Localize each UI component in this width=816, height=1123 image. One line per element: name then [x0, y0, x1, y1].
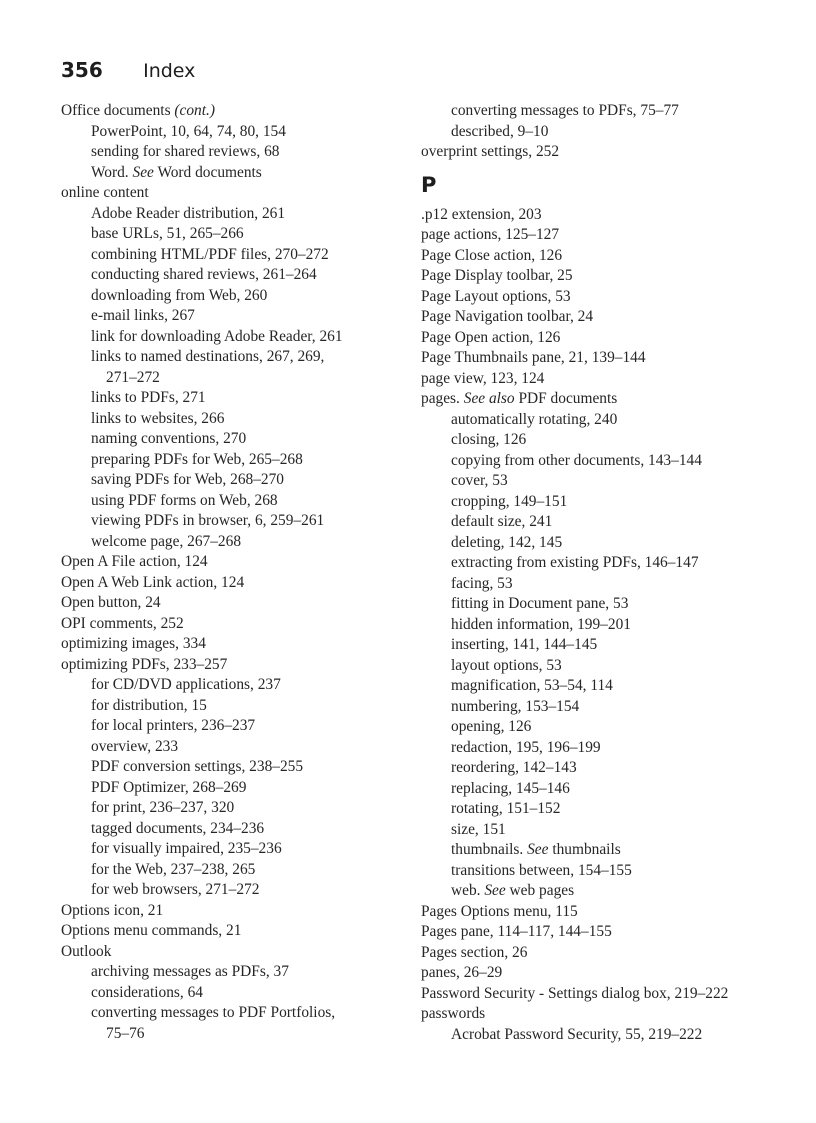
index-subentry	[61, 839, 406, 860]
index-entry	[421, 142, 806, 163]
index-entry	[61, 101, 406, 122]
index-subentry	[421, 758, 806, 779]
index-subentry	[61, 880, 406, 901]
index-subentry	[61, 327, 406, 348]
index-entry	[61, 901, 406, 922]
entry-text: default size, 241	[451, 513, 553, 530]
index-subentry	[421, 861, 806, 882]
index-entry	[421, 943, 806, 964]
entry-text: cropping, 149–151	[451, 492, 568, 510]
entry-text: panes, 26–29	[421, 964, 503, 981]
entry-text: for the Web, 237–238, 265	[91, 860, 256, 878]
entry-text: links to named destinations, 267, 269,	[91, 348, 325, 365]
index-subentry	[421, 410, 806, 431]
entry-text: closing, 126	[451, 431, 527, 448]
entry-text: opening, 126	[451, 718, 532, 735]
entry-text: Password Security - Settings dialog box, 219–222	[421, 984, 729, 1002]
index-subentry	[61, 983, 406, 1004]
index-entry	[421, 307, 806, 328]
index-entry	[421, 922, 806, 943]
index-entry	[61, 593, 406, 614]
index-entry	[61, 552, 406, 573]
entry-text: considerations, 64	[91, 983, 203, 1001]
entry-text: PDF conversion settings, 238–255	[91, 758, 304, 775]
index-entry	[61, 573, 406, 594]
index-entry	[421, 1004, 806, 1025]
index-subentry	[421, 635, 806, 656]
entry-text: overview, 233	[91, 737, 179, 755]
entry-text: passwords	[421, 1005, 486, 1022]
entry-text: links to PDFs, 271	[91, 389, 206, 406]
index-entry	[61, 942, 406, 963]
index-entry-continuation	[61, 1024, 406, 1045]
entry-text: Adobe Reader distribution, 261	[91, 204, 286, 222]
index-subentry	[421, 717, 806, 738]
entry-text: online content	[61, 184, 149, 201]
entry-text: downloading from Web, 260	[91, 286, 268, 304]
index-subentry	[61, 962, 406, 983]
index-entry	[421, 984, 806, 1005]
entry-text: preparing PDFs for Web, 265–268	[91, 450, 303, 468]
index-subentry	[421, 471, 806, 492]
entry-text: optimizing PDFs, 233–257	[61, 655, 228, 673]
entry-text: overprint settings, 252	[421, 143, 560, 160]
cross-reference-target: Word documents	[153, 163, 262, 181]
index-subentry	[61, 798, 406, 819]
entry-text: Options menu commands, 21	[61, 922, 242, 939]
index-subentry	[421, 840, 806, 861]
index-subentry	[61, 675, 406, 696]
index-subentry	[61, 163, 406, 184]
index-subentry	[421, 615, 806, 636]
entry-text: redaction, 195, 196–199	[451, 738, 601, 756]
entry-text: Open A File action, 124	[61, 553, 208, 570]
entry-text: Options icon, 21	[61, 901, 164, 919]
index-subentry	[61, 429, 406, 450]
entry-text: page actions, 125–127	[421, 226, 560, 243]
entry-text: Page Display toolbar, 25	[421, 267, 573, 284]
index-entry	[61, 614, 406, 635]
index-entry	[421, 287, 806, 308]
index-subentry	[421, 101, 806, 122]
cross-reference-label: See also	[463, 390, 515, 407]
index-entry	[61, 655, 406, 676]
cross-reference-target: thumbnails	[548, 841, 621, 858]
index-subentry	[61, 491, 406, 512]
index-subentry	[61, 511, 406, 532]
index-subentry	[421, 820, 806, 841]
entry-text: Page Layout options, 53	[421, 287, 571, 305]
index-column-left	[61, 101, 406, 1044]
index-subentry	[61, 819, 406, 840]
entry-text: for visually impaired, 235–236	[91, 840, 282, 857]
index-subentry	[421, 697, 806, 718]
index-subentry	[61, 450, 406, 471]
cross-reference-label: See	[132, 163, 154, 181]
entry-text: sending for shared reviews, 68	[91, 143, 280, 160]
entry-text: for web browsers, 271–272	[91, 881, 260, 898]
entry-text: viewing PDFs in browser, 6, 259–261	[91, 512, 325, 529]
entry-text: Acrobat Password Security, 55, 219–222	[451, 1025, 703, 1043]
entry-text: for CD/DVD applications, 237	[91, 676, 281, 693]
index-entry	[421, 225, 806, 246]
index-subentry	[421, 574, 806, 595]
index-subentry	[61, 470, 406, 491]
entry-text: Page Open action, 126	[421, 328, 561, 346]
index-subentry	[61, 224, 406, 245]
entry-text: Open button, 24	[61, 594, 161, 611]
entry-text: for local printers, 236–237	[91, 717, 256, 734]
index-entry	[61, 634, 406, 655]
index-column-right	[421, 101, 806, 1045]
entry-text: copying from other documents, 143–144	[451, 451, 702, 469]
index-subentry	[61, 409, 406, 430]
index-subentry	[61, 122, 406, 143]
entry-text: Pages Options menu, 115	[421, 902, 578, 920]
index-subentry	[61, 737, 406, 758]
entry-text: Page Thumbnails pane, 21, 139–144	[421, 349, 646, 366]
index-subentry	[61, 696, 406, 717]
index-subentry	[421, 512, 806, 533]
entry-text: Outlook	[61, 942, 112, 960]
entry-text: facing, 53	[451, 574, 513, 592]
index-subentry	[421, 492, 806, 513]
index-subentry	[61, 1003, 406, 1024]
letter-heading: P	[421, 172, 437, 197]
index-subentry	[61, 347, 406, 368]
index-subentry	[61, 306, 406, 327]
index-subentry	[421, 676, 806, 697]
entry-text: layout options, 53	[451, 656, 562, 674]
entry-text: deleting, 142, 145	[451, 533, 563, 551]
entry-text: link for downloading Adobe Reader, 261	[91, 327, 343, 345]
index-entry	[421, 902, 806, 923]
entry-text: automatically rotating, 240	[451, 410, 618, 428]
index-entry	[61, 921, 406, 942]
entry-text: replacing, 145–146	[451, 779, 570, 797]
entry-text: 271–272	[106, 368, 160, 386]
entry-text: conducting shared reviews, 261–264	[91, 266, 317, 283]
index-subentry	[421, 799, 806, 820]
entry-text: combining HTML/PDF files, 270–272	[91, 245, 329, 263]
entry-text: PDF Optimizer, 268–269	[91, 778, 247, 796]
index-subentry	[421, 779, 806, 800]
entry-text: saving PDFs for Web, 268–270	[91, 471, 284, 488]
entry-text: converting messages to PDF Portfolios,	[91, 1004, 336, 1021]
index-subentry	[421, 451, 806, 472]
entry-text: .p12 extension, 203	[421, 205, 542, 223]
entry-text: described, 9–10	[451, 122, 549, 140]
entry-text: Open A Web Link action, 124	[61, 573, 245, 591]
index-subentry	[61, 778, 406, 799]
index-subentry	[61, 388, 406, 409]
index-entry	[421, 205, 806, 226]
page-header	[61, 58, 195, 84]
index-subentry	[421, 738, 806, 759]
entry-text: for print, 236–237, 320	[91, 799, 235, 816]
running-title: Index	[143, 60, 196, 82]
entry-text: reordering, 142–143	[451, 759, 577, 776]
entry-text: OPI comments, 252	[61, 614, 184, 632]
cross-reference-target: web pages	[505, 882, 575, 899]
entry-text: archiving messages as PDFs, 37	[91, 963, 289, 980]
index-subentry	[421, 594, 806, 615]
index-subentry	[61, 142, 406, 163]
entry-text: for distribution, 15	[91, 696, 207, 714]
index-entry	[61, 183, 406, 204]
continued-label: (cont.)	[174, 102, 216, 119]
index-entry	[421, 389, 806, 410]
entry-text: rotating, 151–152	[451, 800, 561, 817]
entry-text: base URLs, 51, 265–266	[91, 225, 244, 242]
index-entry	[421, 246, 806, 267]
entry-text: Office documents	[61, 102, 175, 119]
entry-text: optimizing images, 334	[61, 635, 206, 652]
index-entry-continuation	[61, 368, 406, 389]
entry-text: Word.	[91, 163, 133, 181]
entry-text: thumbnails.	[451, 841, 528, 858]
entry-text: PowerPoint, 10, 64, 74, 80, 154	[91, 122, 286, 140]
index-entry	[421, 348, 806, 369]
entry-text: links to websites, 266	[91, 409, 225, 427]
cross-reference-target: PDF documents	[514, 390, 618, 407]
index-subentry	[421, 881, 806, 902]
entry-text: Pages section, 26	[421, 943, 528, 961]
entry-text: extracting from existing PDFs, 146–147	[451, 554, 699, 571]
entry-text: Page Navigation toolbar, 24	[421, 308, 594, 325]
entry-text: tagged documents, 234–236	[91, 819, 265, 837]
entry-text: fitting in Document pane, 53	[451, 595, 629, 612]
entry-text: Pages pane, 114–117, 144–155	[421, 923, 612, 940]
entry-text: e-mail links, 267	[91, 307, 195, 324]
entry-text: Page Close action, 126	[421, 246, 563, 264]
index-subentry	[421, 553, 806, 574]
index-subentry	[421, 122, 806, 143]
index-subentry	[421, 656, 806, 677]
entry-text: inserting, 141, 144–145	[451, 636, 598, 653]
entry-text: welcome page, 267–268	[91, 532, 242, 550]
index-subentry	[421, 1025, 806, 1046]
index-subentry	[61, 532, 406, 553]
index-subentry	[61, 286, 406, 307]
entry-text: pages.	[421, 390, 464, 407]
index-subentry	[61, 265, 406, 286]
entry-text: magnification, 53–54, 114	[451, 677, 613, 694]
entry-text: numbering, 153–154	[451, 697, 580, 715]
index-subentry	[61, 716, 406, 737]
page-number: 356	[61, 58, 103, 82]
index-entry	[421, 963, 806, 984]
index-subentry	[421, 430, 806, 451]
cross-reference-label: See	[484, 882, 506, 899]
index-subentry	[61, 245, 406, 266]
entry-text: 75–76	[106, 1024, 145, 1042]
index-entry	[421, 369, 806, 390]
entry-text: using PDF forms on Web, 268	[91, 491, 278, 509]
entry-text: naming conventions, 270	[91, 430, 247, 447]
index-subentry	[61, 204, 406, 225]
index-entry	[421, 266, 806, 287]
entry-text: size, 151	[451, 820, 506, 838]
index-subentry	[61, 860, 406, 881]
index-subentry	[61, 757, 406, 778]
index-subentry	[421, 533, 806, 554]
entry-text: web.	[451, 882, 485, 899]
cross-reference-label: See	[527, 841, 549, 858]
entry-text: cover, 53	[451, 472, 508, 489]
entry-text: converting messages to PDFs, 75–77	[451, 102, 679, 119]
entry-text: page view, 123, 124	[421, 369, 545, 387]
index-entry	[421, 328, 806, 349]
entry-text: transitions between, 154–155	[451, 861, 632, 879]
entry-text: hidden information, 199–201	[451, 615, 631, 633]
